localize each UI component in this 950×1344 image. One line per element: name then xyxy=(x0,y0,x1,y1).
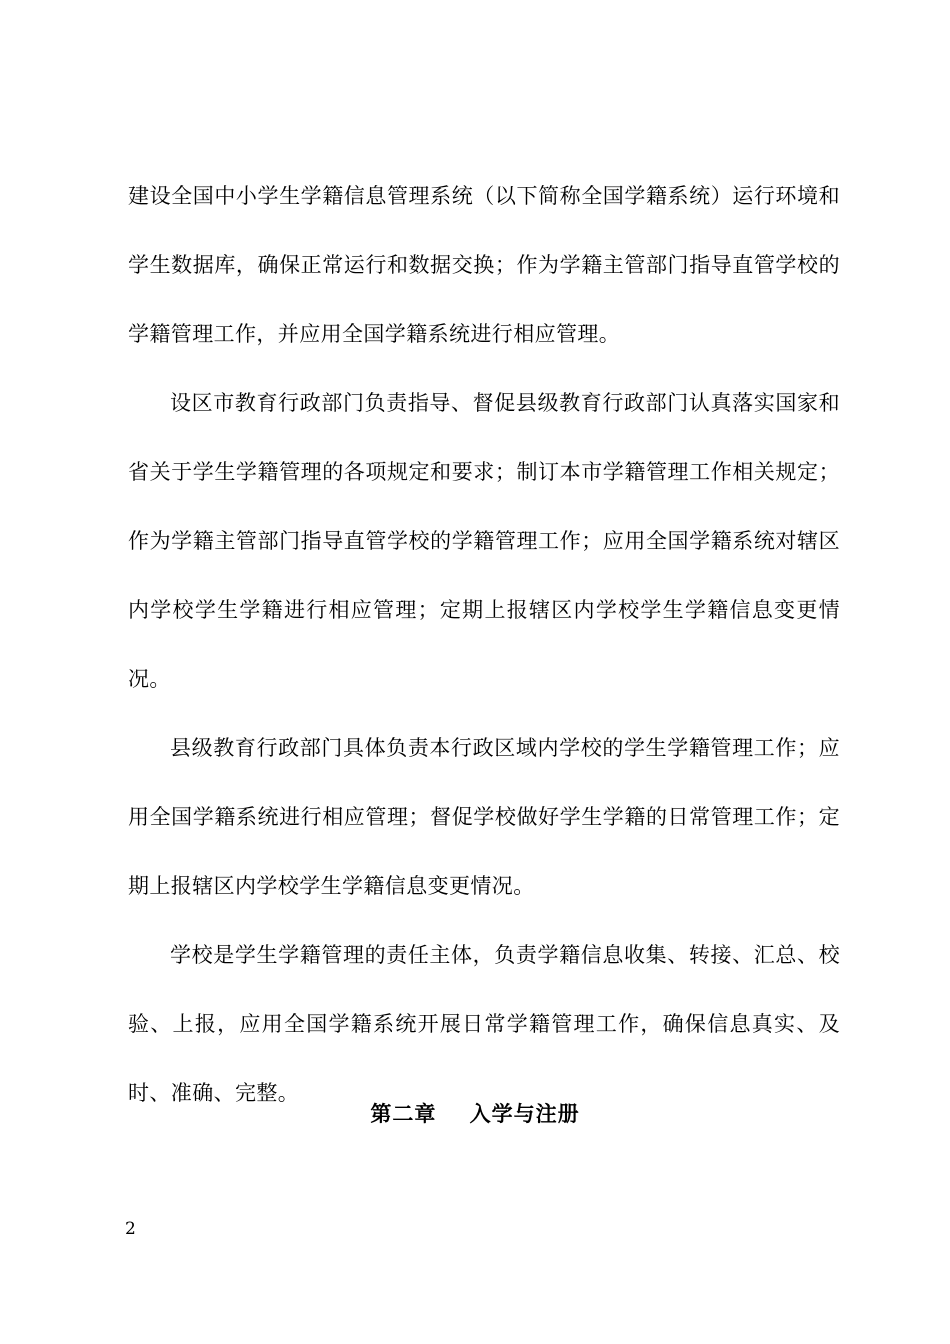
paragraph-continued: 建设全国中小学生学籍信息管理系统（以下简称全国学籍系统）运行环境和学生数据库，确保正常运行和数据交换；作为学籍主管部门指导直管学校的学籍管理工作，并应用全国学籍系统进行相应管理。 xyxy=(128,184,840,346)
paragraph-city-education-department: 设区市教育行政部门负责指导、督促县级教育行政部门认真落实国家和省关于学生学籍管理的各项规定和要求；制订本市学籍管理工作相关规定；作为学籍主管部门指导直管学校的学籍管理工作；应用全国学籍系统对辖区内学校学生学籍进行相应管理；定期上报辖区内学校学生学籍信息变更情况。 xyxy=(128,391,840,691)
paragraph-county-education-department: 县级教育行政部门具体负责本行政区域内学校的学生学籍管理工作；应用全国学籍系统进行相应管理；督促学校做好学生学籍的日常管理工作；定期上报辖区内学校学生学籍信息变更情况。 xyxy=(128,736,840,898)
page-number: 2 xyxy=(125,1219,136,1239)
body-text xyxy=(128,162,840,1128)
chapter-title: 第二章 入学与注册 xyxy=(370,1102,580,1126)
paragraph-school-responsibility: 学校是学生学籍管理的责任主体，负责学籍信息收集、转接、汇总、校验、上报，应用全国学籍系统开展日常学籍管理工作，确保信息真实、及时、准确、完整。 xyxy=(128,943,840,1105)
